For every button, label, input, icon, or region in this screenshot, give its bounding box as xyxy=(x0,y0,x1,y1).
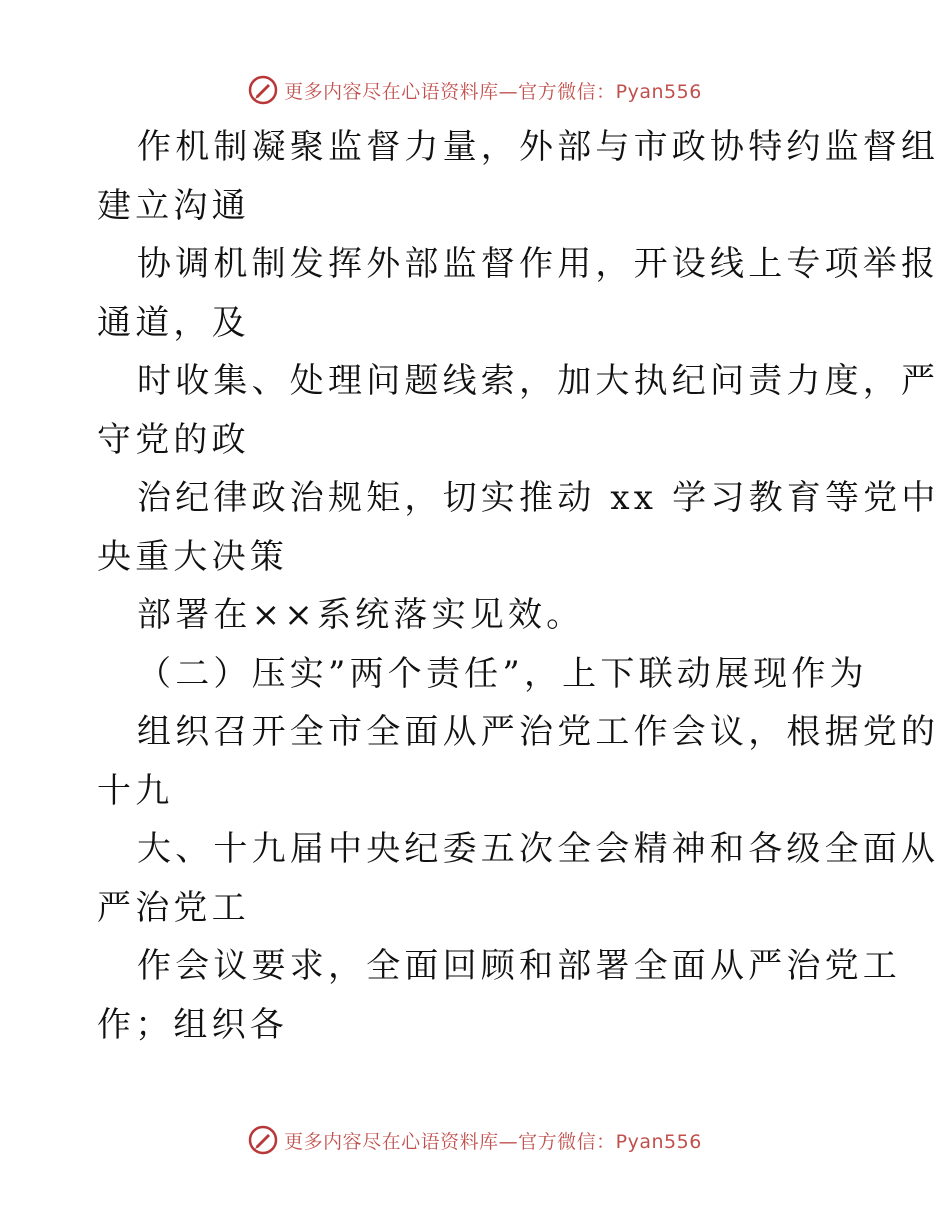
text-line: 作会议要求，全面回顾和部署全面从严治党工 xyxy=(137,946,901,986)
document-body xyxy=(97,118,940,1054)
text-line: 大、十九届中央纪委五次全会精神和各级全面从 xyxy=(137,829,940,869)
text-line: 十九 xyxy=(97,770,174,811)
text-line: 时收集、处理问题线索，加大执纪问责力度，严 xyxy=(137,361,940,401)
footer-banner-text: 更多内容尽在心语资料库—官方微信：Pyan556 xyxy=(284,1130,702,1153)
section-heading: （二）压实”两个责任”，上下联动展现作为 xyxy=(137,653,868,694)
footer-banner xyxy=(0,1120,950,1160)
header-banner-text: 更多内容尽在心语资料库—官方微信：Pyan556 xyxy=(284,80,702,103)
header-banner xyxy=(0,70,950,110)
text-line: 通道，及 xyxy=(97,302,250,343)
text-line: 组织召开全市全面从严治党工作会议，根据党的 xyxy=(137,712,940,752)
text-line: 央重大决策 xyxy=(97,536,288,577)
pen-logo-icon xyxy=(248,75,278,105)
text-line: 治纪律政治规矩，切实推动 xx 学习教育等党中 xyxy=(137,478,940,518)
text-line: 严治党工 xyxy=(97,887,250,928)
text-line: 作机制凝聚监督力量，外部与市政协特约监督组 xyxy=(137,127,940,167)
text-line: 部署在××系统落实见效。 xyxy=(137,595,585,635)
text-line: 建立沟通 xyxy=(97,185,250,226)
text-line: 作；组织各 xyxy=(97,1004,288,1045)
pen-logo-icon xyxy=(248,1125,278,1155)
text-line: 协调机制发挥外部监督作用，开设线上专项举报 xyxy=(137,244,940,284)
text-line: 守党的政 xyxy=(97,419,250,460)
